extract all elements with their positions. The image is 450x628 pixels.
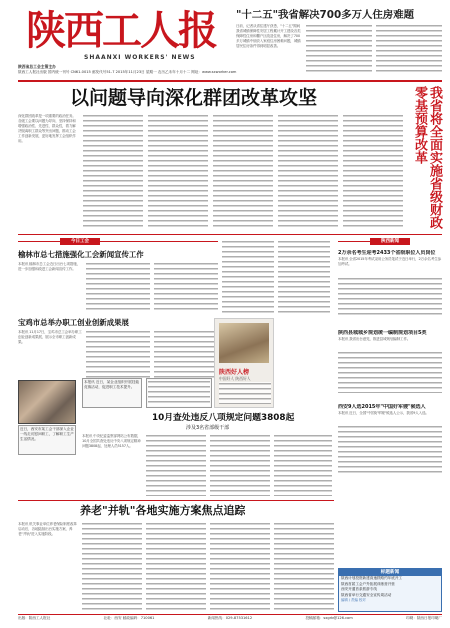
mid-story-body: 本报讯 中央纪委监察部网站公布数据，10月全国共查处违反中央八项规定精神问题3808起，处理人员5157人。 xyxy=(82,434,141,448)
lead-body-col2 xyxy=(83,114,143,230)
masthead-title: 陕西工人报 xyxy=(26,7,216,54)
bottom-col5 xyxy=(274,522,334,612)
left-story-2-col3 xyxy=(154,330,218,378)
right-story-2 xyxy=(338,330,442,400)
lead-divider xyxy=(18,234,442,235)
right-column-headline: 我省将全面实施省级财政零基预算改革 xyxy=(412,86,442,229)
bottom-divider xyxy=(18,500,334,501)
footer xyxy=(18,616,442,624)
bottom-story-body xyxy=(18,522,334,612)
right-story-3-headline: 西安9人选2015年"中国好军嫂"候选人 xyxy=(338,404,426,410)
footer-address: 社址：西安 邮政编码：710061 xyxy=(103,616,155,620)
lead-body-col3 xyxy=(148,114,208,230)
mid-story-subhead: 涉及3名省部级干部 xyxy=(186,425,230,431)
photo-caption-mid-2 xyxy=(146,378,212,408)
promo-image xyxy=(219,323,269,363)
bottom-col1: 本报讯 机关事业单位养老保险制度改革启动后，各地陆续出台实施方案，养老"并轨"进入实施阶段。 xyxy=(18,522,77,536)
lead-body-col4 xyxy=(213,114,273,230)
promo-label: 陕西好人榜 xyxy=(219,369,250,376)
left-story-1-body: 本报讯 榆林市总工会近日出台七项措施，进一步加强和改进工会新闻宣传工作。 xyxy=(18,262,81,271)
mid-upper-body xyxy=(222,240,332,316)
bottom-story-headline: 养老"并轨"各地实施方案焦点追踪 xyxy=(80,504,246,517)
left-story-1 xyxy=(18,250,218,312)
issue-line xyxy=(18,64,238,75)
bottom-col2 xyxy=(82,522,142,612)
lead-body-col6 xyxy=(343,114,403,230)
section-rule-left-2 xyxy=(100,241,218,242)
right-story-3 xyxy=(338,404,442,484)
right-story-1-body: 本报讯 全省2015年考试录用公务员笔试于近日举行，2万余名考生参加考试。 xyxy=(338,257,442,266)
top-story xyxy=(236,8,442,78)
right-story-2-body: 本报讯 我省出台意见，推进县城规划编制工作。 xyxy=(338,337,411,341)
mid-story-headline: 10月查处违反八项规定问题3808起 xyxy=(152,413,295,423)
mid-story-col2 xyxy=(146,434,206,496)
bottom-col4 xyxy=(210,522,270,612)
right-column-story xyxy=(408,86,442,230)
sponsor-text: 陕西省总工会主管主办 xyxy=(18,64,56,69)
top-story-body-col2 xyxy=(306,24,372,74)
lead-body-col1: 深化群团改革是一项重要的政治任务。各级工会要以问题为导向，坚持保持和增强政治性、先进性、群众性，着力解决脱离职工群众等突出问题，推动工会工作创新发展，更好地发挥工会组织作用。 xyxy=(18,114,76,143)
footer-printer: 印刷：陕西日报印刷厂 xyxy=(406,616,442,620)
index-title: 标题新闻 xyxy=(339,569,441,576)
right-story-1-headline: 2万余名考生迎考2433个省级职位人员岗位 xyxy=(338,250,436,256)
left-story-1-col3 xyxy=(154,262,218,312)
index-item-2: 陕西首届工会户外拓展训练营开营 xyxy=(341,581,395,586)
top-story-body: 日前，记者从省住建厅获悉，"十二五"期间我省城镇保障性安居工程累计开工建设各类保障性住房和棚户区改造住房，解决了700多万城镇中低收入家庭住房困难问题，城镇居民住房条件得到明显改善。 xyxy=(236,24,301,48)
promo-sub: 中国好人 陕西好人 xyxy=(219,376,251,381)
mid-upper-col2 xyxy=(278,240,330,316)
photo-caption-left: 近日，西安市某工会干部深入企业一线走访慰问职工，了解职工生产生活情况。 xyxy=(18,425,76,455)
mid-story-col4 xyxy=(274,434,332,496)
left-story-2-body: 本报讯 11月17日，宝鸡市总工会举办职工创业创新成果展，展示全市职工创新成果。 xyxy=(18,330,82,344)
index-item-1: 陕西计划投资新建高速铁路约年底开工 xyxy=(341,576,403,580)
right-story-3-body: 本报讯 近日，全国"中国好军嫂"候选人公示，我省9人入选。 xyxy=(338,411,429,415)
mid-story xyxy=(82,412,332,500)
right-story-2-more xyxy=(338,351,442,393)
index-footer: 编辑 / 责编 校对 xyxy=(341,598,366,602)
right-story-1 xyxy=(338,250,442,326)
top-story-headline: "十二五"我省解决700多万人住房难题 xyxy=(236,9,414,21)
index-box xyxy=(338,568,442,612)
left-story-2-headline: 宝鸡市总举办职工创业创新成果展 xyxy=(18,318,129,327)
mid-story-col3 xyxy=(210,434,270,496)
photo-caption-mid: 本报讯 近日，某企业组织开展技能竞赛活动，促进职工技术提升。 xyxy=(82,378,142,408)
section-rule-left xyxy=(18,241,60,242)
index-item-3: 西安开通首条旅游专线 xyxy=(341,587,377,591)
left-story-1-col2 xyxy=(86,262,150,312)
promo-text xyxy=(219,382,271,404)
masthead-divider xyxy=(18,80,442,82)
section-label-left: 今日工会 xyxy=(60,238,100,245)
footer-hotline: 新闻热线：029-87531612 xyxy=(207,616,253,620)
left-story-1-headline: 榆林市总七措施强化工会新闻宣传工作 xyxy=(18,250,144,259)
mid-upper-col1 xyxy=(222,240,274,316)
photo-promo xyxy=(214,318,274,408)
section-rule-right xyxy=(338,241,370,242)
footer-publisher: 出版：陕西工人报社 xyxy=(18,616,51,620)
left-story-2 xyxy=(18,318,218,378)
right-story-3-more xyxy=(338,425,442,473)
masthead-english: SHAANXI WORKERS' NEWS xyxy=(84,54,196,61)
right-story-1-more xyxy=(338,277,442,317)
section-label-right: 陕西新闻 xyxy=(370,238,410,245)
lead-headline: 以问题导向深化群团改革攻坚 xyxy=(70,87,318,109)
lead-body-col5 xyxy=(278,114,338,230)
right-story-2-headline: 陕西县城城乡规划统一编制规划项目5类 xyxy=(338,330,427,336)
footer-email: 投稿邮箱：sxgrb@126.com xyxy=(305,616,353,620)
news-photo-left xyxy=(18,380,76,424)
bottom-col3 xyxy=(146,522,206,612)
top-story-body-col3 xyxy=(376,24,442,74)
left-story-2-col2 xyxy=(86,330,150,378)
index-item-4: 陕西省举行交通安全宣传周活动 xyxy=(341,592,392,597)
issue-info: 陕西工人报社出版 国内统一刊号 CN61-0015 邮发代号51-7 2015年11月23日 星期一 农历乙未年十月十二 网址：www.sxworker.com xyxy=(18,70,237,74)
footer-rule xyxy=(18,614,442,615)
lead-body xyxy=(18,114,403,230)
